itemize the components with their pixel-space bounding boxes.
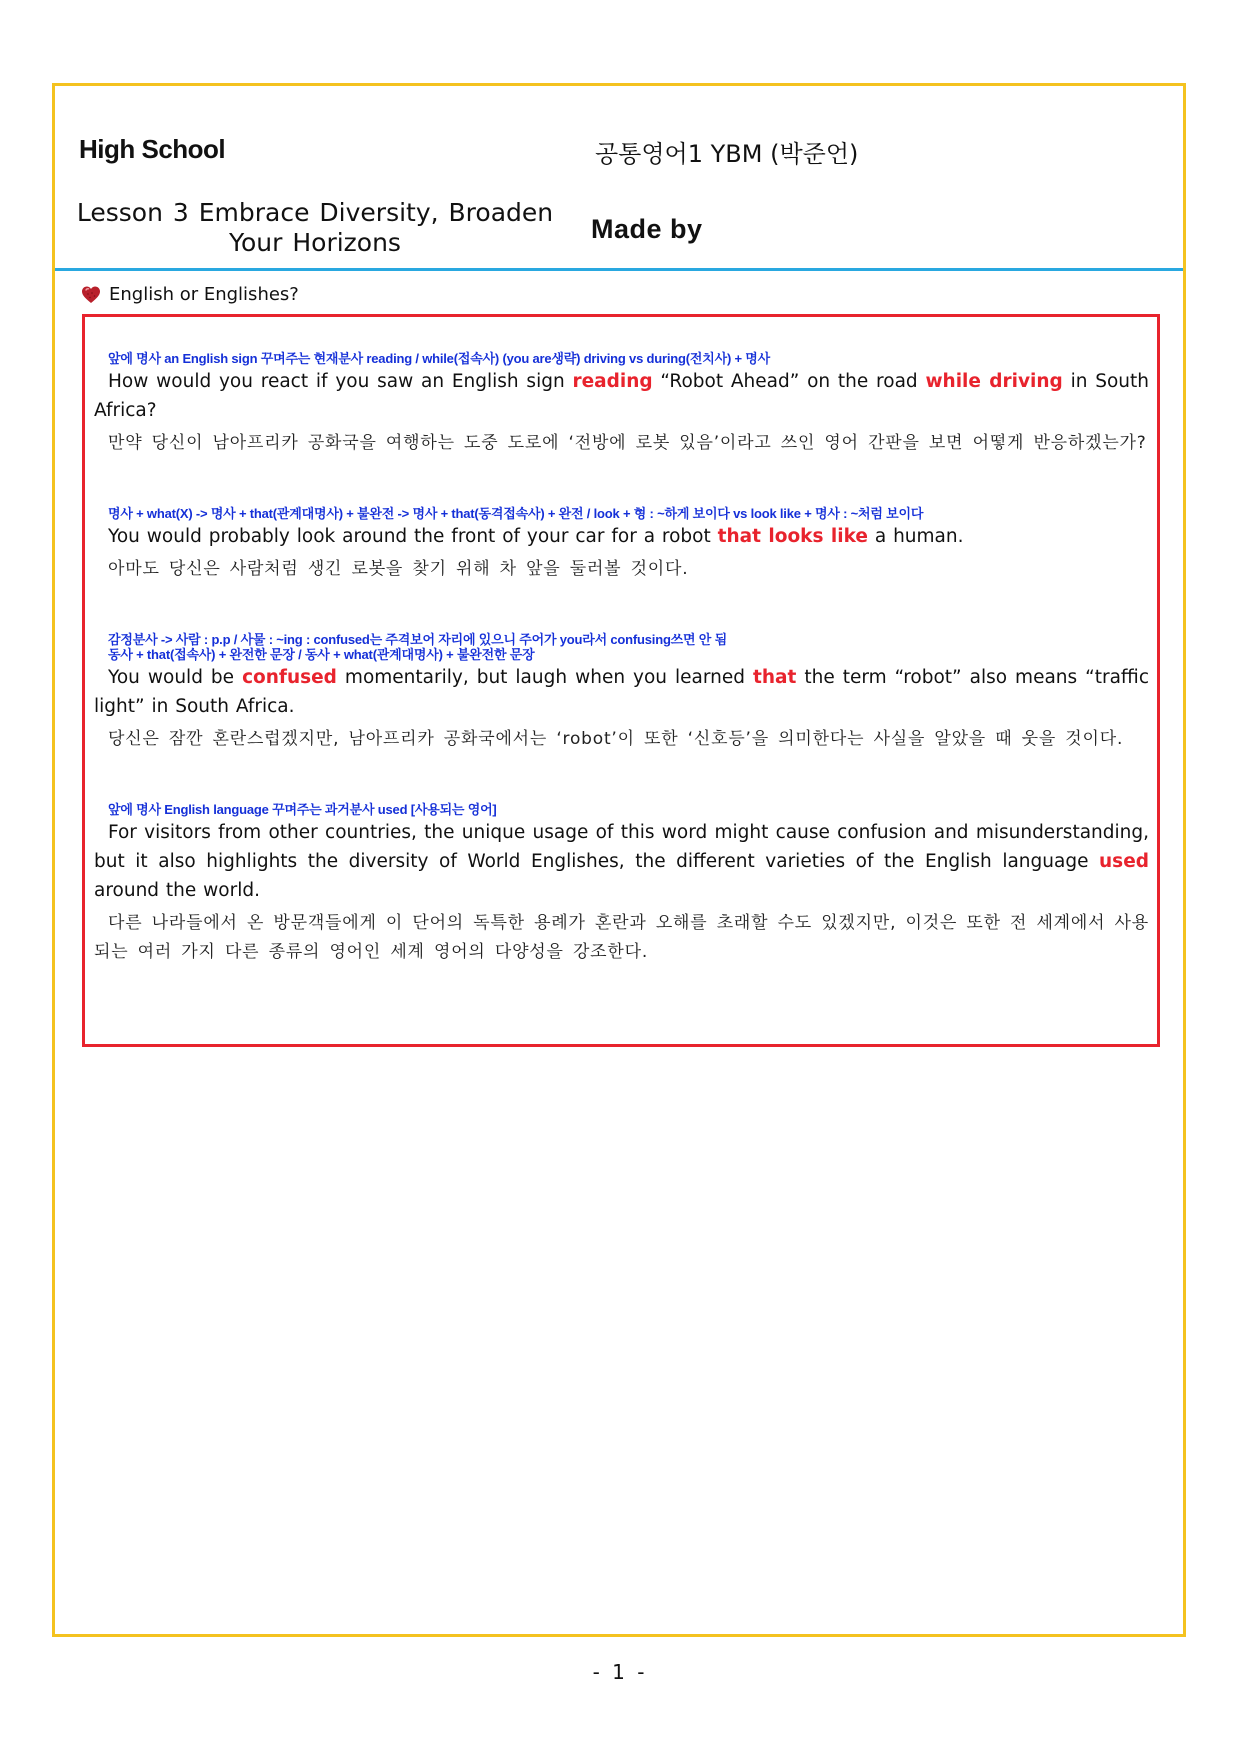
lesson-title <box>57 198 573 258</box>
highlight-word: that <box>753 667 797 688</box>
highlight-word: reading <box>572 371 653 392</box>
text-span: “Robot Ahead” on the road <box>652 371 926 392</box>
grammar-note: 명사 + what(X) -> 명사 + that(관계대명사) + 불완전 -> 명사 + that(동격접속사) + 완전 / look + 형 : ~하게 보이다 vs look like + 명사 : ~처럼 보이다 <box>108 506 924 521</box>
grammar-note: 감정분사 -> 사람 : p.p / 사물 : ~ing : confused는 주격보어 자리에 있으니 주어가 you라서 confusing쓰면 안 됨 <box>108 632 727 647</box>
korean-translation: 당신은 잠깐 혼란스럽겠지만, 남아프리카 공화국에서는 ‘robot’이 또한 ‘신호등’을 의미한다는 사실을 알았을 때 웃을 것이다. <box>108 729 1124 749</box>
korean-translation: 만약 당신이 남아프리카 공화국을 여행하는 도중 도로에 ‘전방에 로봇 있음’이라고 쓰인 영어 간판을 보면 어떻게 반응하겠는가? <box>108 433 1147 453</box>
korean-translation: 다른 나라들에서 온 방문객들에게 이 단어의 독특한 용례가 혼란과 오해를 초래할 수도 있겠지만, 이것은 또한 전 세계에서 사용되는 여러 가지 다른 종류의 영어인 세계 영어의 다양성을 강조한다. <box>94 913 1149 962</box>
english-sentence <box>94 818 1149 905</box>
highlight-word: confused <box>242 667 337 688</box>
content-box <box>82 314 1160 1047</box>
grammar-note: 앞에 명사 an English sign 꾸며주는 현재분사 reading / while(접속사) (you are생략) driving vs during(전치사) + 명사 <box>108 351 771 366</box>
school-label: High School <box>79 134 226 164</box>
text-span: momentarily, but laugh when you learned <box>336 667 754 688</box>
text-span: the term “robot” also means “traffic light” in South Africa. <box>94 667 1149 717</box>
text-span: in South Africa? <box>94 371 1149 421</box>
lesson-title-line1: Lesson 3 Embrace Diversity, Broaden <box>76 198 554 227</box>
paragraph-4 <box>94 802 1149 967</box>
section-title-text: English or Englishes? <box>109 284 299 305</box>
paragraph-2 <box>94 506 1149 584</box>
text-span: a human. <box>867 526 964 547</box>
english-sentence <box>94 367 1149 425</box>
course-label: 공통영어1 YBM (박준언) <box>595 140 859 168</box>
text-span: For visitors from other countries, the unique usage of this word might cause confusion and misunderstanding, but it also highlights the diversity of World Englishes, the different varieties of the English language <box>94 822 1149 872</box>
paragraph-1 <box>94 351 1149 458</box>
made-by-label: Made by <box>591 214 703 244</box>
highlight-word: while driving <box>925 371 1063 392</box>
paragraph-3 <box>94 632 1149 754</box>
text-span: around the world. <box>94 880 260 901</box>
text-span: How would you react if you saw an English sign <box>108 371 573 392</box>
grammar-note: 동사 + that(접속사) + 완전한 문장 / 동사 + what(관계대명사) + 불완전한 문장 <box>108 647 535 662</box>
lesson-title-line2: Your Horizons <box>229 228 401 257</box>
page-number: - 1 - <box>592 1660 648 1684</box>
english-sentence <box>94 522 1149 551</box>
highlight-word: used <box>1099 851 1149 872</box>
grammar-note: 앞에 명사 English language 꾸며주는 과거분사 used [사용되는 영어] <box>108 802 497 817</box>
page-header <box>55 86 1183 271</box>
section-title <box>81 284 299 305</box>
korean-translation: 아마도 당신은 사람처럼 생긴 로봇을 찾기 위해 차 앞을 둘러볼 것이다. <box>108 559 689 579</box>
english-sentence <box>94 663 1149 721</box>
text-span: You would probably look around the front of your car for a robot <box>108 526 718 547</box>
text-span: You would be <box>108 667 243 688</box>
page-frame <box>52 83 1186 1637</box>
highlight-word: that looks like <box>717 526 868 547</box>
heart-icon <box>81 285 101 305</box>
